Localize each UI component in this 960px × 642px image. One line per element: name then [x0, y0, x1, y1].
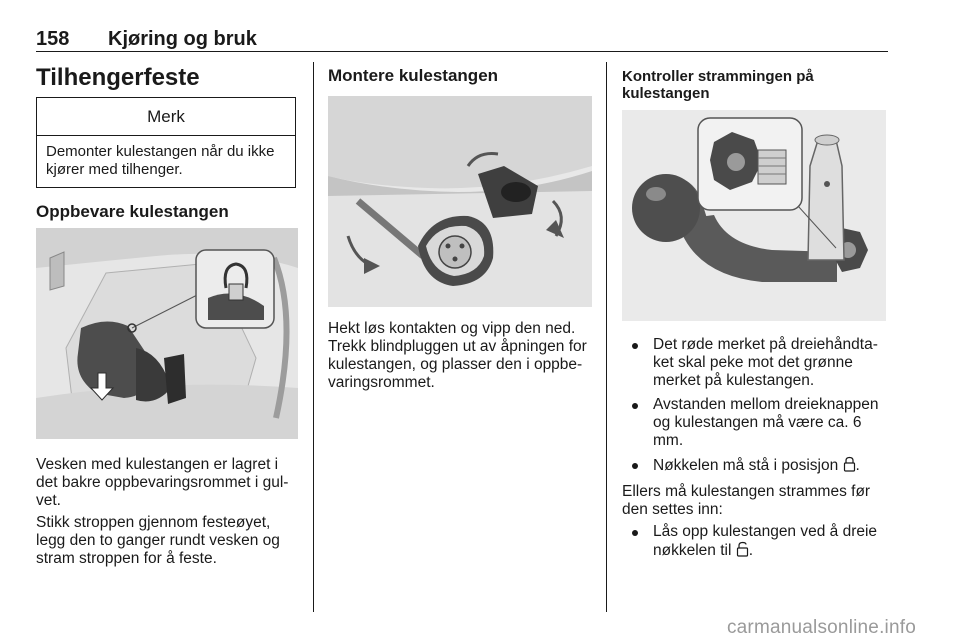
check-list — [622, 336, 888, 483]
unlock-list — [622, 523, 888, 568]
tension-check-illustration — [622, 110, 886, 321]
bullet-text: Avstanden mellom dreieknappen og kulestangen må være ca. 6 mm. — [653, 396, 879, 449]
bullet-text: Lås opp kulestangen ved å dreie nøkkelen til — [653, 523, 878, 559]
list-item — [622, 523, 888, 562]
bullet-text: Det røde merket på dreiehåndtaket skal peke mot det grønne merket på kulestangen. — [653, 336, 878, 389]
watermark: carmanualsonline.info — [726, 617, 916, 638]
bullet-text: Nøkkelen må stå i posisjon — [653, 457, 839, 474]
mount-paragraph: Hekt løs kontakten og vipp den ned. Trekk blindpluggen ut av åpningen for kulestangen, og plasser den i oppbevaringsrommet. — [328, 320, 587, 391]
list-item — [622, 456, 888, 477]
page-number: 158 — [36, 28, 70, 50]
check-heading: Kontroller strammingen på kulestangen — [622, 68, 814, 102]
towbar-mount-illustration — [328, 96, 592, 307]
storage-paragraph-1: Vesken med kulestangen er lagret i det bakre oppbevaringsrommet i gulvet. — [36, 456, 289, 509]
list-item — [622, 396, 888, 450]
list-item — [622, 336, 888, 390]
note-title: Merk — [37, 98, 295, 136]
lock-closed-icon — [843, 456, 856, 477]
chapter-title: Kjøring og bruk — [108, 28, 257, 50]
section-title: Tilhengerfeste — [36, 64, 200, 91]
bullet-icon — [632, 530, 638, 536]
storage-heading: Oppbevare kulestangen — [36, 202, 229, 221]
tighten-paragraph: Ellers må kulestangen strammes før den settes inn: — [622, 483, 871, 518]
trunk-storage-illustration — [36, 228, 298, 439]
storage-paragraph-2: Stikk stroppen gjennom festeøyet, legg den to ganger rundt vesken og stram stroppen for å feste. — [36, 514, 280, 567]
column-divider-2 — [606, 62, 607, 612]
bullet-text-end: . — [748, 542, 754, 559]
header-divider — [36, 51, 888, 52]
lock-open-icon — [736, 541, 749, 562]
bullet-text-end: . — [855, 457, 860, 474]
mount-heading: Montere kulestangen — [328, 66, 499, 85]
column-divider-1 — [313, 62, 314, 612]
note-box — [36, 97, 296, 188]
note-text: Demonter kulestangen når du ikke kjører med tilhenger. — [46, 143, 275, 178]
bullet-icon — [632, 343, 638, 349]
bullet-icon — [632, 463, 638, 469]
bullet-icon — [632, 403, 638, 409]
